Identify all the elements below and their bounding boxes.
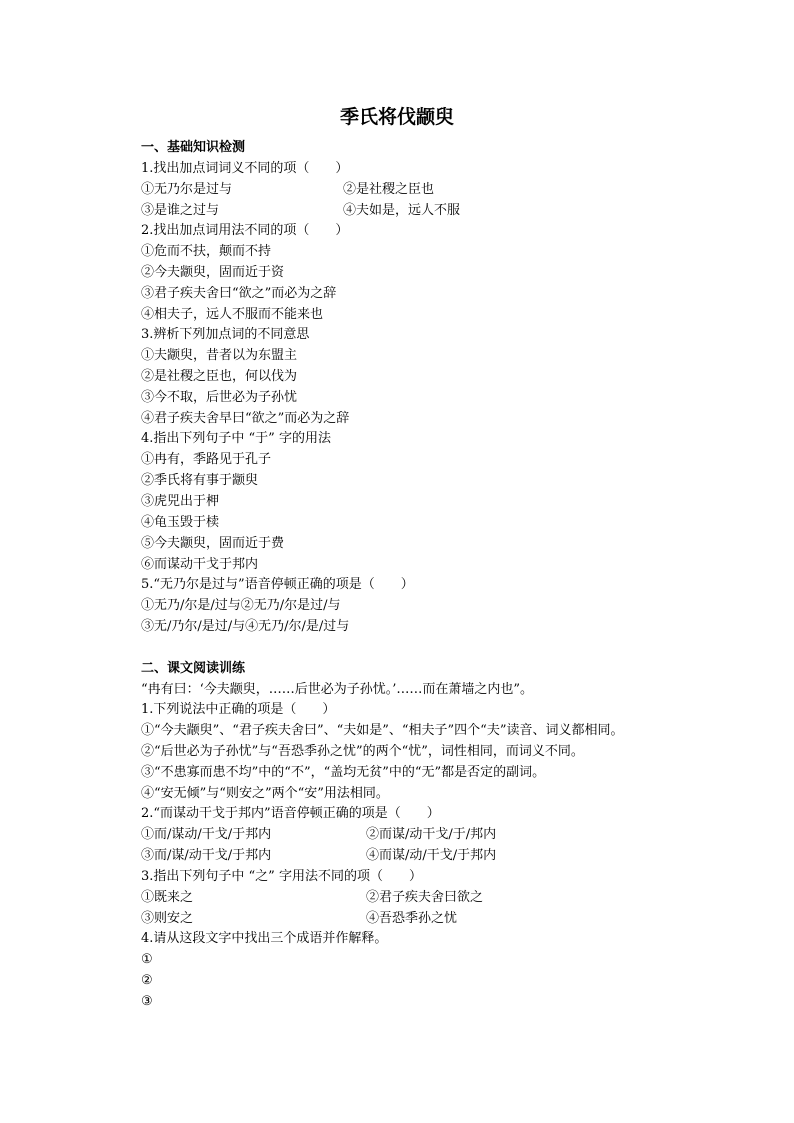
question-4-option-5: ⑤今夫颛臾，固而近于费 [141,536,285,551]
reading-question-2-stem: 2.“而谋动干戈于邦内”语音停顿正确的项是（ ） [141,806,440,821]
question-4-option-4: ④龟玉毁于椟 [141,515,220,530]
question-1-option-1: ①无乃尔是过与 [141,182,233,197]
reading-question-3-option-4: ④吾恐季孙之忧 [366,911,458,926]
reading-question-2-option-3: ③而/谋/动干戈/于邦内 [141,848,272,863]
question-3-stem: 3.辨析下列加点词的不同意思 [141,327,310,342]
reading-question-3-option-1: ①既来之 [141,890,194,905]
question-1-option-4: ④夫如是，远人不服 [343,203,461,218]
question-3-option-1: ①夫颛臾，昔者以为东盟主 [141,348,298,363]
question-2-option-3: ③君子疾夫舍曰“欲之”而必为之辞 [141,286,337,301]
question-2-option-4: ④相夫子，远人不服而不能来也 [141,307,324,322]
reading-question-1-option-1: ①“今夫颛臾”、“君子疾夫舍曰”、“夫如是”、“相夫子”四个“夫”读音、词义都相同。 [141,723,624,738]
answer-blank-3: ③ [141,994,153,1009]
question-2-stem: 2.找出加点词用法不同的项（ ） [141,223,349,238]
question-1-option-2: ②是社稷之臣也 [343,182,435,197]
question-3-option-4: ④君子疾夫舍早曰“欲之”而必为之辞 [141,411,350,426]
question-3-option-2: ②是社稷之臣也，何以伐为 [141,369,298,384]
question-1-stem: 1.找出加点词词义不同的项（ ） [141,161,349,176]
reading-question-1-option-4: ④“安无倾”与“则安之”两个“安”用法相同。 [141,786,389,801]
question-5-option-row-2: ③无/乃尔/是过/与④无乃/尔/是/过与 [141,619,350,634]
question-5-stem: 5.“无乃尔是过与”语音停顿正确的项是（ ） [141,577,414,592]
question-4-stem: 4.指出下列句子中 “于” 字的用法 [141,431,331,446]
question-2-option-2: ②今夫颛臾，固而近于资 [141,265,285,280]
page-title: 季氏将伐颛臾 [339,106,454,128]
section-heading-1: 一、基础知识检测 [141,140,246,155]
reading-question-3-option-2: ②君子疾夫舍曰欲之 [366,890,484,905]
reading-question-2-option-1: ①而/谋动/干戈/于邦内 [141,827,272,842]
question-3-option-3: ③今不取，后世必为子孙忧 [141,390,298,405]
reading-question-3-stem: 3.指出下列句子中 “之” 字用法不同的项（ ） [141,869,422,884]
reading-question-2-option-2: ②而谋/动干戈/于/邦内 [366,827,497,842]
question-4-option-3: ③虎兕出于柙 [141,494,220,509]
reading-question-3-option-3: ③则安之 [141,911,194,926]
question-4-option-6: ⑥而谋动干戈于邦内 [141,557,259,572]
question-4-option-2: ②季氏将有事于颛臾 [141,473,259,488]
question-5-option-row-1: ①无乃/尔是/过与②无乃/尔是过/与 [141,598,341,613]
reading-question-1-stem: 1.下列说法中正确的项是（ ） [141,702,336,717]
passage-quote: “冉有曰：‘今夫颛臾，……后世必为子孙忧。’……而在萧墙之内也”。 [141,682,534,697]
section-heading-2: 二、课文阅读训练 [141,661,246,676]
reading-question-4-stem: 4.请从这段文字中找出三个成语并作解释。 [141,931,388,946]
question-1-option-3: ③是谁之过与 [141,203,220,218]
reading-question-2-option-4: ④而谋/动/干戈/于邦内 [366,848,497,863]
answer-blank-1: ① [141,952,153,967]
question-4-option-1: ①冉有，季路见于孔子 [141,452,272,467]
question-2-option-1: ①危而不扶，颠而不持 [141,244,272,259]
reading-question-1-option-3: ③“不患寡而患不均”中的“不”，“盖均无贫”中的“无”都是否定的副词。 [141,765,546,780]
reading-question-1-option-2: ②“后世必为子孙忧”与“吾恐季孙之忧”的两个“忧”，词性相同，而词义不同。 [141,744,584,759]
answer-blank-2: ② [141,973,153,988]
